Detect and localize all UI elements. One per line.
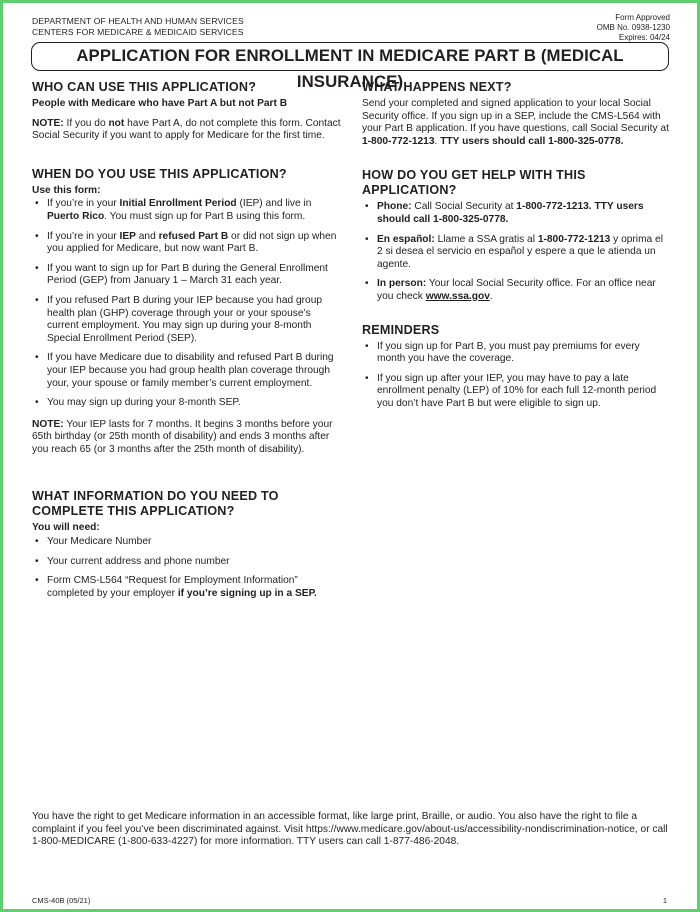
reminders-heading: REMINDERS	[362, 322, 440, 337]
expiration-date: Expires: 04/24	[618, 33, 670, 42]
help-section	[362, 168, 670, 303]
when-heading: WHEN DO YOU USE THIS APPLICATION?	[32, 166, 287, 181]
list-item: • Form CMS-L564 “Request for Employment Information” completed by your employer if you’re signing up in a SEP.	[32, 575, 344, 600]
next-text: Send your completed and signed application to your local Social Security office. If you sign up in a SEP, include the CMS-L564 with your Part B application. If you have questions, call Social Security at 1-800-772-1213. TTY users should call 1-800-325-0778.	[362, 98, 669, 147]
list-item: • Phone: Call Social Security at 1-800-772-1213. TTY users should call 1-800-325-0778.	[362, 201, 670, 226]
ssa-link[interactable]: www.ssa.gov	[425, 290, 490, 302]
list-item: • En español: Llame a SSA gratis al 1-800-772-1213 y oprima el 2 si desea el servicio en español y espere a que le atienda un agente.	[362, 234, 670, 272]
omb-info	[597, 13, 670, 43]
form-id: CMS-40B (05/21)	[32, 896, 91, 905]
document-title: APPLICATION FOR ENROLLMENT IN MEDICARE PART B (MEDICAL INSURANCE)	[31, 42, 669, 71]
list-item: • If you refused Part B during your IEP because you had group health plan (GHP) coverage through your or your spouse’s current employment. You may sign up during your 8-month Special Enrollment Period (SEP).	[32, 295, 344, 345]
help-list	[362, 201, 670, 303]
help-heading: HOW DO YOU GET HELP WITH THIS APPLICATION?	[362, 168, 586, 198]
accessibility-notice: You have the right to get Medicare information in an accessible format, like large print, Braille, or audio. You also have the right to file a complaint if you feel you’ve been discriminated against. Visit https://www.medicare.gov/about-us/accessibility-nondiscrimination-notice, or call 1-800-MEDICARE (1-800-633-4227) for more information. TTY users can call 1-877-486-2048.	[32, 811, 668, 848]
list-item: • Your current address and phone number	[32, 556, 344, 569]
list-item: • If you want to sign up for Part B during the General Enrollment Period (GEP) from January 1 – March 31 each year.	[32, 263, 344, 288]
list-item: • You may sign up during your 8-month SEP.	[32, 397, 344, 410]
iep-note: NOTE: Your IEP lasts for 7 months. It begins 3 months before your 65th birthday (or 25th month of disability) and ends 3 months after you reach 65 (or 3 months after the 25th month of disability).	[32, 418, 333, 455]
who-heading: WHO CAN USE THIS APPLICATION?	[32, 80, 257, 94]
next-heading: WHAT HAPPENS NEXT?	[362, 80, 512, 94]
right-column	[362, 80, 670, 411]
reminders-list	[362, 341, 670, 411]
list-item: • In person: Your local Social Security office. For an office near you check www.ssa.gov.	[362, 278, 670, 303]
list-item: • If you’re in your Initial Enrollment Period (IEP) and live in Puerto Rico. You must sign up for Part B using this form.	[32, 198, 344, 223]
info-list	[32, 536, 344, 600]
who-note: NOTE: If you do not have Part A, do not complete this form. Contact Social Security if you want to apply for Medicare for the first time.	[32, 117, 341, 142]
who-section	[32, 80, 344, 143]
agency-header	[32, 16, 244, 38]
when-section	[32, 167, 344, 457]
omb-number: OMB No. 0938-1230	[596, 23, 670, 32]
form-approved: Form Approved	[615, 13, 670, 22]
list-item: • If you have Medicare due to disability and refused Part B during your IEP because you had group health plan coverage through your, your spouse or family member’s current employment.	[32, 352, 344, 390]
agency-line-2: CENTERS FOR MEDICARE & MEDICAID SERVICES	[32, 27, 244, 37]
agency-line-1: DEPARTMENT OF HEALTH AND HUMAN SERVICES	[32, 16, 244, 26]
when-list	[32, 198, 344, 409]
reminders-section	[362, 323, 670, 411]
list-item: • If you’re in your IEP and refused Part B or did not sign up when you applied for Medicare, but now want Part B.	[32, 231, 344, 256]
info-need-label: You will need:	[32, 522, 100, 534]
list-item: • If you sign up after your IEP, you may have to pay a late enrollment penalty (LEP) of 10% for each full 12-month period you don’t have Part B but were eligible to sign up.	[362, 373, 670, 411]
info-heading: WHAT INFORMATION DO YOU NEED TO COMPLETE THIS APPLICATION?	[32, 489, 279, 519]
page-number: 1	[662, 896, 667, 905]
info-section	[32, 489, 344, 600]
list-item: • Your Medicare Number	[32, 536, 344, 549]
left-column	[32, 80, 344, 600]
list-item: • If you sign up for Part B, you must pay premiums for every month you have the coverage.	[362, 341, 670, 366]
next-section	[362, 80, 670, 148]
when-use-label: Use this form:	[32, 184, 101, 196]
who-subheading: People with Medicare who have Part A but not Part B	[32, 98, 288, 109]
